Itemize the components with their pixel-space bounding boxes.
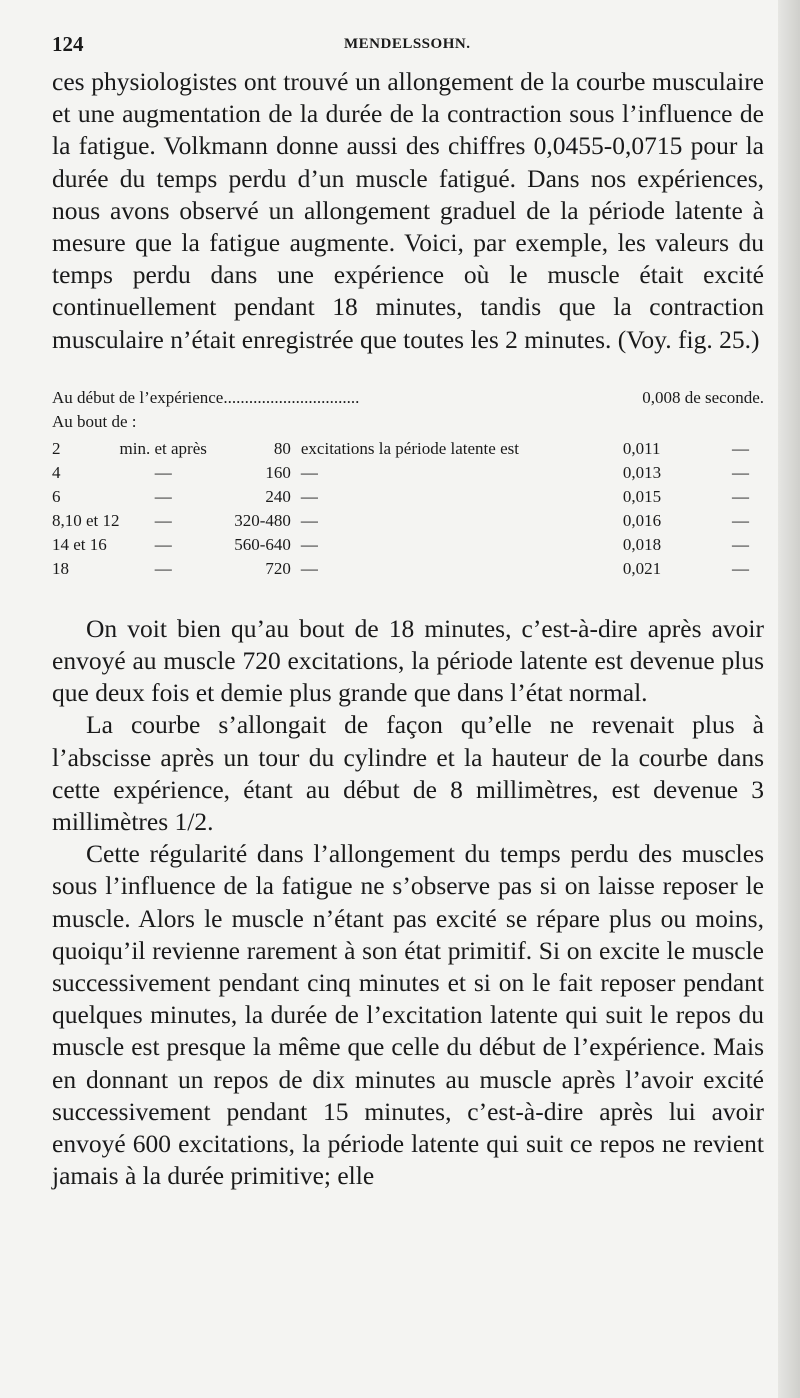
latency-table — [52, 437, 764, 581]
table-row — [52, 509, 764, 533]
table-row — [52, 485, 764, 509]
table-start-value: 0,008 de seconde. — [642, 387, 764, 407]
paragraph-2: On voit bien qu’au bout de 18 minutes, c’est-à-dire après avoir envoyé au muscle 720 excitations, la période latente est devenue plus que deux fois et demie plus grande que dans l’état normal. — [52, 613, 764, 708]
table-heading — [52, 386, 764, 434]
row-unit-dash: — — [731, 558, 749, 578]
row-value: 0,021 — [622, 558, 662, 578]
row-label: 8,10 et 12 — [52, 510, 120, 530]
row-label: 2 — [52, 438, 61, 458]
row-excitation-count: 320-480 — [234, 510, 291, 530]
row-unit: — — [154, 510, 172, 530]
paragraph-4: Cette régularité dans l’allongement du temps perdu des muscles sous l’influence de la fatigue ne s’observe pas si on laisse reposer le muscle. Alors le muscle n’étant pas excité se répare plus ou moins, quoiqu’il revienne rarement à son état primitif. Si on excite le muscle successivement pendant cinq minutes et si on le fait reposer pendant quelques minutes, la durée de l’excitation latente qui suit le repos du muscle est presque la même que celle du début de l’expérience. Mais en donnant un repos de dix minutes au muscle après l’avoir excité successivement pendant 15 minutes, c’est-à-dire après lui avoir envoyé 600 excitations, la période latente qui suit ce repos ne revient jamais à la durée primitive; elle — [52, 839, 764, 1191]
row-unit: — — [154, 534, 172, 554]
row-label: 14 et 16 — [52, 534, 107, 554]
table-bout-label: Au bout de : — [52, 411, 137, 431]
paragraph-1: ces physiologistes ont trouvé un allongement de la courbe musculaire et une augmentation de la durée de la contraction sous l’influence de la fatigue. Volkmann donne aussi des chiffres 0,0455-0,0715 pour la durée du temps perdu d’un muscle fatigué. Dans nos expériences, nous avons observé un allongement graduel de la période latente à mesure que la fatigue augmente. Voici, par exemple, les valeurs du temps perdu dans une expérience où le muscle était excité continuellement pendant 18 minutes, tandis que la contraction musculaire n’était enregistrée que toutes les 2 minutes. (Voy. fig. 25.) — [52, 67, 764, 354]
book-page — [52, 28, 764, 1192]
row-unit-dash: — — [731, 534, 749, 554]
row-excitation-count: 560-640 — [234, 534, 291, 554]
row-value: 0,011 — [622, 438, 661, 458]
paragraph-3: La courbe s’allongait de façon qu’elle ne revenait plus à l’abscisse après un tour du cylindre et la hauteur de la courbe dans cette expérience, étant au début de 8 millimètres, est devenue 3 millimètres 1/2. — [52, 710, 764, 837]
row-unit-dash: — — [731, 486, 749, 506]
running-head: MENDELSSOHN. — [344, 36, 471, 52]
row-label: 4 — [52, 462, 61, 482]
row-unit: — — [154, 558, 172, 578]
row-label: 18 — [52, 558, 69, 578]
row-unit-dash: — — [731, 462, 749, 482]
row-value: 0,013 — [622, 462, 662, 482]
row-value: 0,016 — [622, 510, 662, 530]
row-excitation-count: 720 — [265, 558, 291, 578]
row-unit-dash: — — [731, 438, 749, 458]
page-edge-shadow — [778, 0, 800, 1398]
row-unit: min. et après — [119, 438, 207, 458]
row-value: 0,015 — [622, 486, 662, 506]
dot-leader: ................................ — [223, 387, 360, 407]
table-row — [52, 437, 764, 461]
row-description: excitations la période latente est — [300, 438, 519, 458]
row-description: — — [300, 534, 318, 554]
row-excitation-count: 240 — [265, 486, 291, 506]
row-label: 6 — [52, 486, 61, 506]
row-description: — — [300, 558, 318, 578]
row-description: — — [300, 486, 318, 506]
row-unit: — — [154, 486, 172, 506]
table-row — [52, 533, 764, 557]
page-header — [52, 28, 764, 60]
table-row — [52, 461, 764, 485]
row-excitation-count: 160 — [265, 462, 291, 482]
row-description: — — [300, 510, 318, 530]
row-unit-dash: — — [731, 510, 749, 530]
row-excitation-count: 80 — [273, 438, 291, 458]
table-row — [52, 557, 764, 581]
table-start-label: Au début de l’expérience................................ — [52, 387, 360, 407]
row-unit: — — [154, 462, 172, 482]
row-description: — — [300, 462, 318, 482]
row-value: 0,018 — [622, 534, 662, 554]
page-number: 124 — [52, 32, 84, 56]
